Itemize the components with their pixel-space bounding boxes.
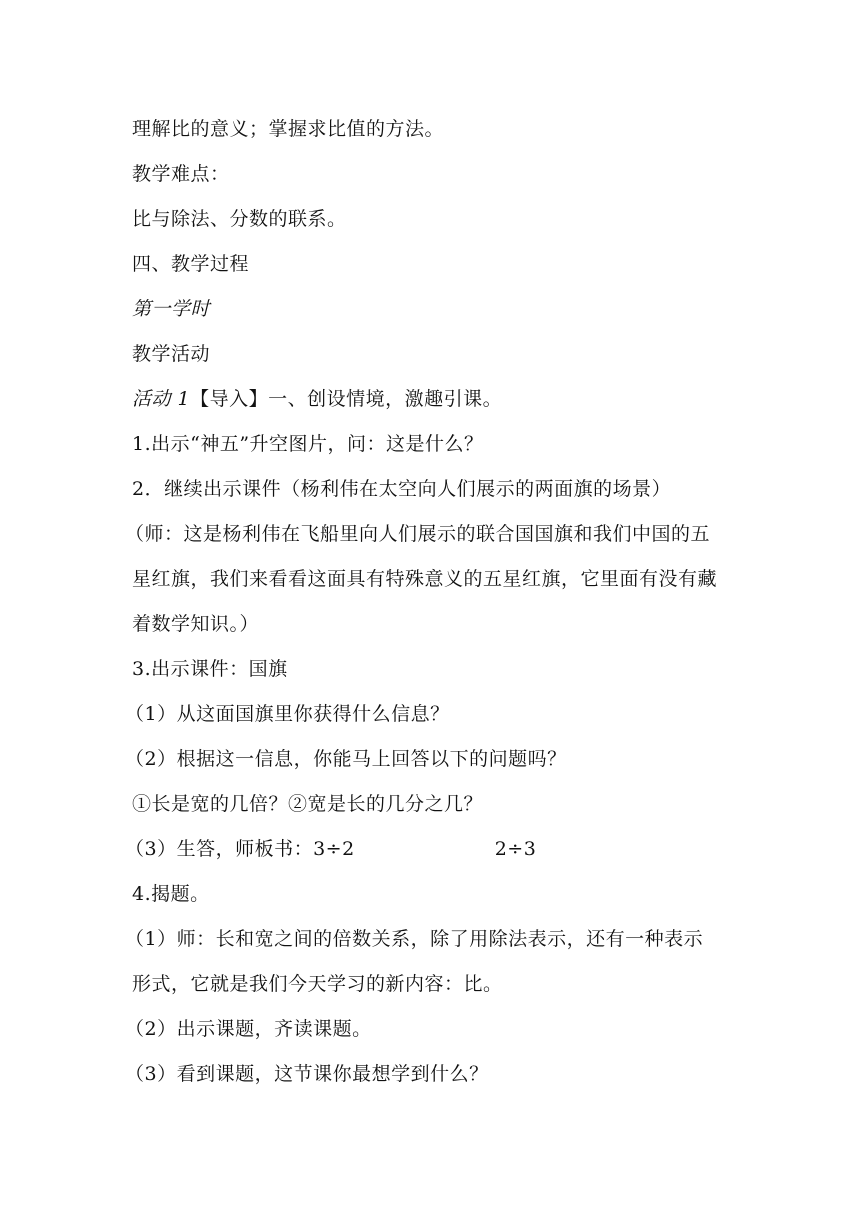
step-1-line: 1.出示“神五”升空图片，问：这是什么？ [132,433,484,455]
reveal-3-line: （3）看到课题，这节课你最想学到什么？ [125,1063,489,1085]
paragraph-key-points-line: 理解比的意义；掌握求比值的方法。 [132,118,445,140]
step-3-line: 3.出示课件：国旗 [132,658,288,680]
step-2-line: 2．继续出示课件（杨利伟在太空向人们展示的两面旗的场景） [132,478,672,500]
lesson-period-heading: 第一学时 [132,298,211,320]
activity-1-line [132,387,502,411]
question-2-line: （2）根据这一信息，你能马上回答以下的问题吗？ [125,748,567,770]
reveal-2-line: （2）出示课题，齐读课题。 [125,1018,372,1040]
teacher-note-line-1: （师：这是杨利伟在飞船里向人们展示的联合国国旗和我们中国的五 [125,523,711,545]
step-4-line: 4.揭题。 [132,883,210,905]
answer-expression-2: 2÷3 [494,838,537,860]
section-heading-process: 四、教学过程 [132,253,250,275]
activity-1-label: 活动 1 [132,388,191,410]
paragraph-difficulty: 比与除法、分数的联系。 [132,208,347,230]
teacher-note-line-2: 星红旗，我们来看看这面具有特殊意义的五星红旗，它里面有没有藏 [132,568,718,590]
activity-1-title: 【导入】一、创设情境，激趣引课。 [190,388,503,410]
answer-line [125,837,536,861]
activities-heading: 教学活动 [132,343,211,365]
sub-questions-line: ①长是宽的几倍？②宽是长的几分之几？ [132,793,484,815]
reveal-1-line-a: （1）师：长和宽之间的倍数关系，除了用除法表示，还有一种表示 [125,928,704,950]
heading-difficulty: 教学难点： [132,163,230,185]
answer-text: （3）生答，师板书：3÷2 [125,838,355,860]
reveal-1-line-b: 形式，它就是我们今天学习的新内容：比。 [132,973,503,995]
question-1-line: （1）从这面国旗里你获得什么信息？ [125,703,450,725]
teacher-note-line-3: 着数学知识。） [132,613,260,635]
